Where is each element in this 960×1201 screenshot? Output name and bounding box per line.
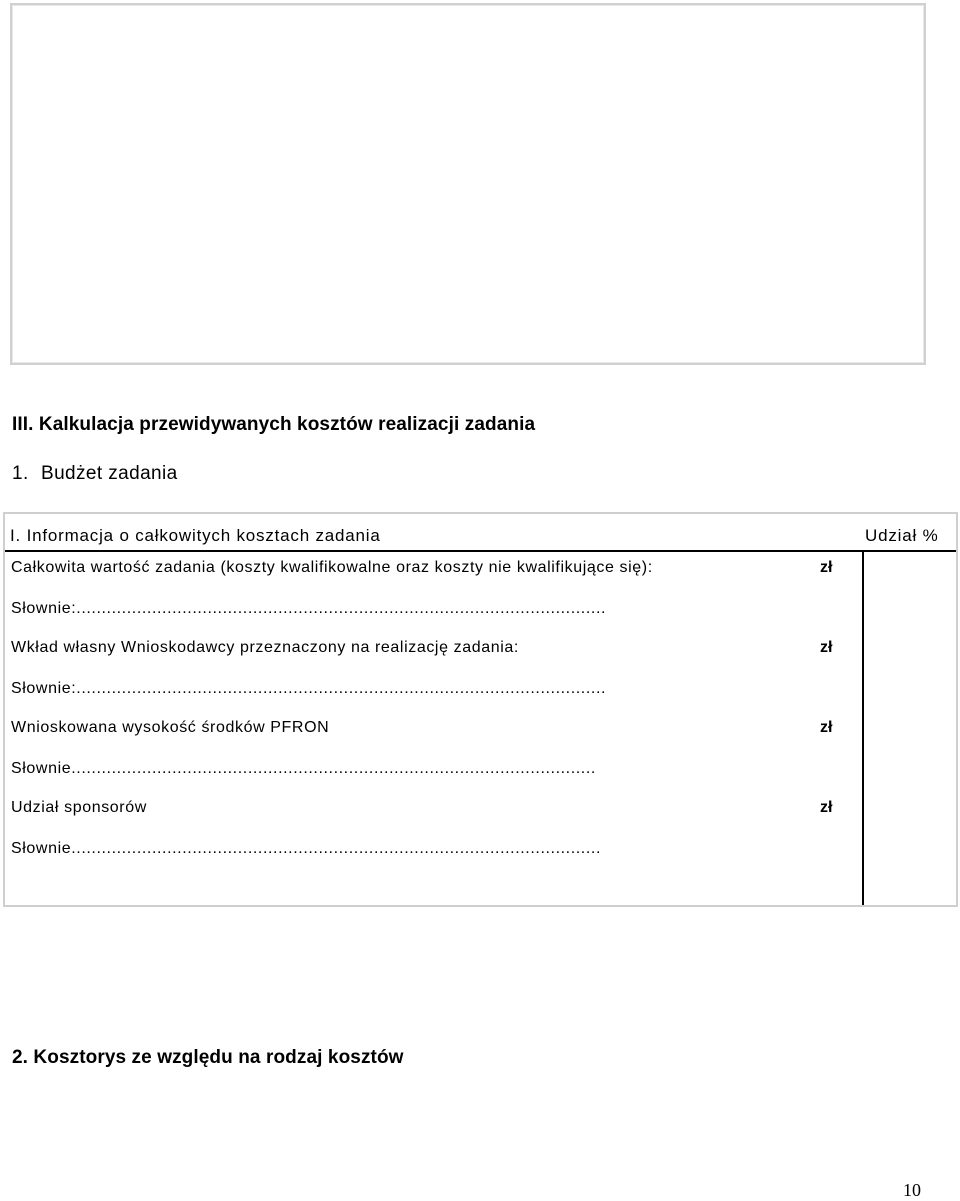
row-own-contribution-label: Wkład własny Wnioskodawcy przeznaczony na realizację zadania:: [11, 639, 519, 656]
row-own-contribution-currency: zł: [820, 639, 833, 656]
blank-field-box: [10, 3, 926, 365]
page-number: 10: [903, 1180, 921, 1200]
row-pfron-currency: zł: [820, 719, 833, 736]
budget-heading-label: Budżet zadania: [41, 463, 178, 484]
section-title: III. Kalkulacja przewidywanych kosztów realizacji zadania: [12, 414, 536, 435]
row-sponsors-currency: zł: [820, 799, 833, 816]
row-total-words[interactable]: Słownie:.........................................................................................................: [11, 600, 607, 617]
row-total-currency: zł: [820, 559, 833, 576]
budget-table: [3, 512, 958, 907]
row-pfron-label: Wnioskowana wysokość środków PFRON: [11, 719, 330, 736]
table-title: I. Informacja o całkowitych kosztach zadania: [10, 526, 381, 545]
budget-heading-number: 1.: [12, 463, 29, 484]
row-sponsors-words[interactable]: Słownie.........................................................................................................: [11, 840, 601, 857]
kosztorys-heading: 2. Kosztorys ze względu na rodzaj kosztów: [12, 1047, 404, 1068]
share-column-header: Udział %: [865, 526, 939, 545]
row-sponsors-label: Udział sponsorów: [11, 799, 147, 816]
share-column-divider: [862, 552, 864, 905]
row-own-contribution-words[interactable]: Słownie:.........................................................................................................: [11, 680, 607, 697]
row-pfron-words[interactable]: Słownie........................................................................................................: [11, 760, 596, 777]
header-divider: [5, 550, 956, 552]
row-total-label: Całkowita wartość zadania (koszty kwalifikowalne oraz koszty nie kwalifikujące się):: [11, 559, 653, 576]
budget-heading: [12, 463, 178, 485]
